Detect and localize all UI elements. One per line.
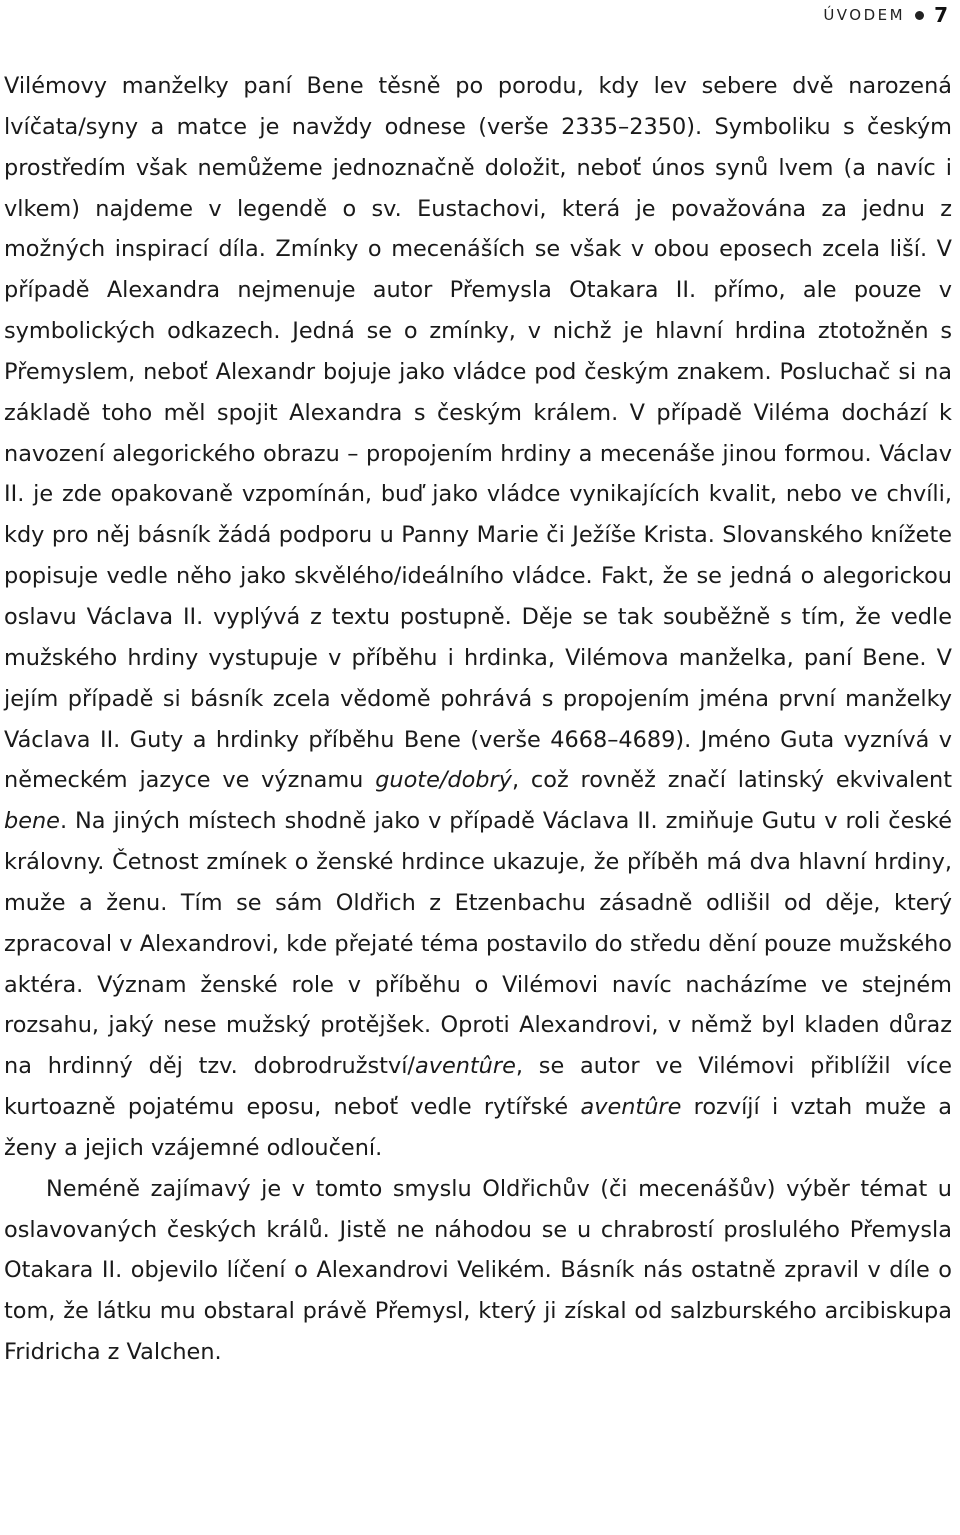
- bullet-separator-icon: [915, 11, 924, 20]
- italic-term-bene: bene: [4, 808, 60, 835]
- paragraph-1-part-2: , což rovněž značí latinský ekvivalent: [511, 767, 952, 794]
- paragraph-1-part-5: rozvíjí i vztah muže a ženy a jejich vzájemné odloučení.: [4, 1094, 952, 1161]
- page-number: 7: [934, 3, 948, 27]
- italic-term-aventure-1: aventûre: [414, 1053, 516, 1080]
- section-title: ÚVODEM: [823, 6, 906, 24]
- running-header: [823, 0, 948, 30]
- italic-term-guote: guote/dobrý: [375, 767, 512, 794]
- paragraph-2: Neméně zajímavý je v tomto smyslu Oldřichův (či mecenášův) výběr témat u oslavovaných českých králů. Jistě ne náhodou se u chrabrostí proslulého Přemysla Otakara II. objevilo líčení o Alexandrovi Velikém. Básník nás ostatně zpravil v díle o tom, že látku mu obstaral právě Přemysl, který ji získal od salzburského arcibiskupa Fridricha z Valchen.: [4, 1175, 952, 1366]
- paragraph-1-part-4: , se autor ve Vilémovi přiblížil více kurtoazně pojatému eposu, neboť vedle rytířské: [4, 1053, 952, 1121]
- body-text: [4, 66, 952, 1373]
- paragraph-1-part-3: . Na jiných místech shodně jako v případě Václava II. zmiňuje Gutu v roli české královny. Četnost zmínek o ženské hrdince ukazuje, že příběh má dva hlavní hrdiny, muže a ženu. Tím se sám Oldřich z Etzenbachu zásadně odlišil od děje, který zpracoval v Alexandrovi, kde přejaté téma postavilo do středu dění pouze mužského aktéra. Význam ženské role v příběhu o Vilémovi navíc nacházíme ve stejném rozsahu, jaký nese mužský protějšek. Oproti Alexandrovi, v němž byl kladen důraz na hrdinný děj tzv. dobrodružství/: [4, 808, 952, 1080]
- italic-term-aventure-2: aventûre: [580, 1094, 682, 1121]
- paragraph-1: [4, 66, 952, 1169]
- paragraph-1-part-1: Vilémovy manželky paní Bene těsně po porodu, kdy lev sebere dvě narozená lvíčata/syny a matce je navždy odnese (verše 2335–2350). Symboliku s českým prostředím však nemůžeme jednoznačně doložit, neboť únos synů lvem (a navíc i vlkem) najdeme v legendě o sv. Eustachovi, která je považována za jednu z možných inspirací díla. Zmínky o mecenáších se však v obou eposech zcela liší. V případě Alexandra nejmenuje autor Přemysla Otakara II. přímo, ale pouze v symbolických odkazech. Jedná se o zmínky, v nichž je hlavní hrdina ztotožněn s Přemyslem, neboť Alexandr bojuje jako vládce pod českým znakem. Posluchač si na základě toho měl spojit Alexandra s českým králem. V případě Viléma dochází k navození alegorického obrazu – propojením hrdiny a mecenáše jinou formou. Václav II. je zde opakovaně vzpomínán, buď jako vládce vynikajících kvalit, nebo ve chvíli, kdy pro něj básník žádá podporu u Panny Marie či Ježíše Krista. Slovanského knížete popisuje vedle něho jako skvělého/ideálního vládce. Fakt, že se jedná o alegorickou oslavu Václava II. vyplývá z textu postupně. Děje se tak souběžně s tím, že vedle mužského hrdiny vystupuje v příběhu i hrdinka, Vilémova manželka, paní Bene. V jejím případě si básník zcela vědomě pohrává s propojením jména první manželky Václava II. Guty a hrdinky příběhu Bene (verše 4668–4689). Jméno Guta vyznívá v německém jazyce ve významu: [4, 73, 952, 794]
